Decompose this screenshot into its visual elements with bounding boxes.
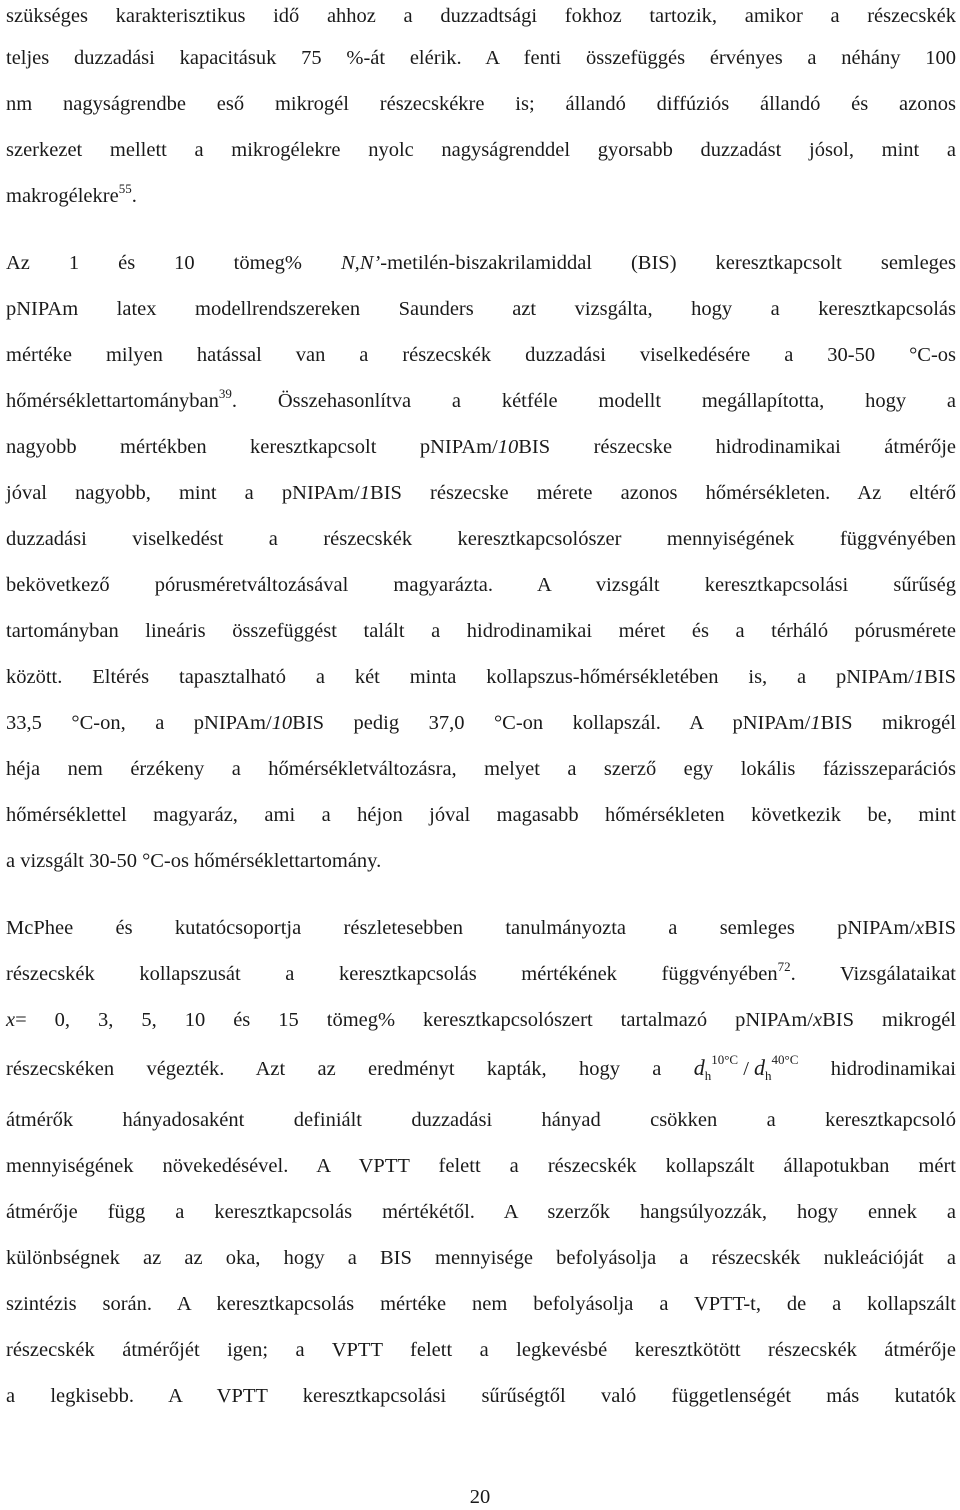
formula-subscript: h <box>704 1068 712 1083</box>
text-line: különbségnek az az oka, hogy a BIS mennyisége befolyásolja a részecskék nukleációját a <box>6 1247 956 1269</box>
italic-run: 10 <box>497 436 519 458</box>
text-run: makrogélekre <box>6 185 119 207</box>
text-run: BIS pedig 37,0 °C-on kollapszál. A pNIPAm/ <box>292 712 811 734</box>
text-run: jóval nagyobb, mint a pNIPAm/ <box>6 482 360 504</box>
italic-run: N,N’ <box>340 252 381 274</box>
text-run: Az 1 és 10 tömeg% <box>6 252 341 274</box>
text-line: hőmérséklettel magyaráz, ami a héjon jóval magasabb hőmérsékleten következik be, mint <box>6 804 956 826</box>
text-run: között. Eltérés tapasztalható a két minta kollapszus-hőmérsékletében is, a pNIPAm/ <box>6 666 914 688</box>
formula-symbol: d <box>754 1055 766 1080</box>
italic-run: x <box>812 1009 823 1031</box>
text-line <box>6 1052 957 1088</box>
text-run: BIS részecske hidrodinamikai átmérője <box>518 436 956 458</box>
text-run: BIS <box>924 917 956 939</box>
text-line: szintézis során. A keresztkapcsolás mértéke nem befolyásolja a VPTT-t, de a kollapszált <box>6 1293 956 1315</box>
text-line <box>6 1008 956 1032</box>
text-line <box>6 916 956 940</box>
italic-run: 1 <box>810 712 821 734</box>
text-line: teljes duzzadási kapacitásuk 75 %-át elérik. A fenti összefüggés érvényes a néhány 100 <box>6 47 956 69</box>
text-line: a legkisebb. A VPTT keresztkapcsolási sűrűségtől való függetlenségét más kutatók <box>6 1385 956 1407</box>
formula-slash: / <box>738 1058 755 1080</box>
italic-run: 1 <box>359 482 371 504</box>
text-line <box>6 386 956 413</box>
text-run: hidrodinamikai <box>830 1058 957 1080</box>
text-line: szükséges karakterisztikus idő ahhoz a duzzadtsági fokhoz tartozik, amikor a részecskék <box>6 5 956 27</box>
text-run: -metilén-biszakrilamiddal (BIS) keresztkapcsolt semleges <box>380 252 956 274</box>
text-line: héja nem érzékeny a hőmérsékletváltozásra, melyet a szerző egy lokális fázisszeparációs <box>6 758 956 780</box>
text-run: = 0, 3, 5, 10 és 15 tömeg% keresztkapcsolószert tartalmazó pNIPAm/ <box>15 1009 813 1031</box>
text-line: szerkezet mellett a mikrogélekre nyolc nagyságrenddel gyorsabb duzzadást jósol, mint a <box>6 139 956 161</box>
text-line: tartományban lineáris összefüggést talált a hidrodinamikai méret és a térháló pórusmérete <box>6 620 956 642</box>
text-run: részecskék kollapszusát a keresztkapcsolás mértékének függvényében <box>6 963 778 985</box>
text-line <box>6 959 956 986</box>
text-run: nagyobb mértékben keresztkapcsolt pNIPAm/ <box>6 436 498 458</box>
text-line <box>6 181 956 208</box>
footnote-ref: 72 <box>777 959 791 974</box>
text-run: McPhee és kutatócsoportja részletesebben tanulmányozta a semleges pNIPAm/ <box>6 917 915 939</box>
formula-superscript: 40°C <box>771 1052 799 1067</box>
text-run: részecskéken végezték. Azt az eredményt kapták, hogy a <box>6 1058 662 1080</box>
text-line: átmérők hányadosaként definiált duzzadási hányad csökken a keresztkapcsoló <box>6 1109 956 1131</box>
text-line <box>6 711 956 735</box>
footnote-ref: 55 <box>118 181 132 196</box>
italic-run: 10 <box>271 712 293 734</box>
text-run: . <box>131 185 137 207</box>
text-run: . Vizsgálataikat <box>790 963 956 985</box>
footnote-ref: 39 <box>218 386 232 401</box>
text-run: BIS részecske mérete azonos hőmérsékleten. Az eltérő <box>370 482 957 504</box>
text-run: 33,5 °C-on, a pNIPAm/ <box>6 712 272 734</box>
text-line: pNIPAm latex modellrendszereken Saunders azt vizsgálta, hogy a keresztkapcsolás <box>6 298 956 320</box>
text-line <box>6 435 956 459</box>
text-line: bekövetkező pórusméretváltozásával magyarázta. A vizsgált keresztkapcsolási sűrűség <box>6 574 956 596</box>
text-run: BIS mikrogél <box>820 712 956 734</box>
italic-run: 1 <box>913 666 925 688</box>
formula-subscript: h <box>765 1068 772 1083</box>
text-line <box>6 665 956 689</box>
text-line <box>6 481 956 505</box>
text-line: átmérője függ a keresztkapcsolás mértékétől. A szerzők hangsúlyozzák, hogy ennek a <box>6 1201 956 1223</box>
italic-run: x <box>6 1009 16 1031</box>
formula-superscript: 10°C <box>711 1052 739 1067</box>
text-line: duzzadási viselkedést a részecskék keresztkapcsolószer mennyiségének függvényében <box>6 528 956 550</box>
page-number: 20 <box>469 1486 491 1508</box>
text-run: BIS <box>924 666 956 688</box>
text-line: részecskék átmérőjét igen; a VPTT felett a legkevésbé keresztkötött részecskék átmérője <box>6 1339 956 1361</box>
text-run: BIS mikrogél <box>822 1009 956 1031</box>
diameter-ratio-formula <box>693 1052 799 1088</box>
text-line <box>6 251 956 275</box>
text-line: mértéke milyen hatással van a részecskék duzzadási viselkedésére a 30-50 °C-os <box>6 344 956 366</box>
text-run: . Összehasonlítva a kétféle modellt megállapította, hogy a <box>231 390 956 412</box>
text-line: a vizsgált 30-50 °C-os hőmérséklettartomány. <box>6 850 382 872</box>
text-run: hőmérséklettartományban <box>6 390 219 412</box>
text-line: mennyiségének növekedésével. A VPTT felett a részecskék kollapszált állapotukban mért <box>6 1155 956 1177</box>
text-line: nm nagyságrendbe eső mikrogél részecskékre is; állandó diffúziós állandó és azonos <box>6 93 956 115</box>
italic-run: x <box>914 917 925 939</box>
formula-symbol: d <box>693 1055 705 1080</box>
